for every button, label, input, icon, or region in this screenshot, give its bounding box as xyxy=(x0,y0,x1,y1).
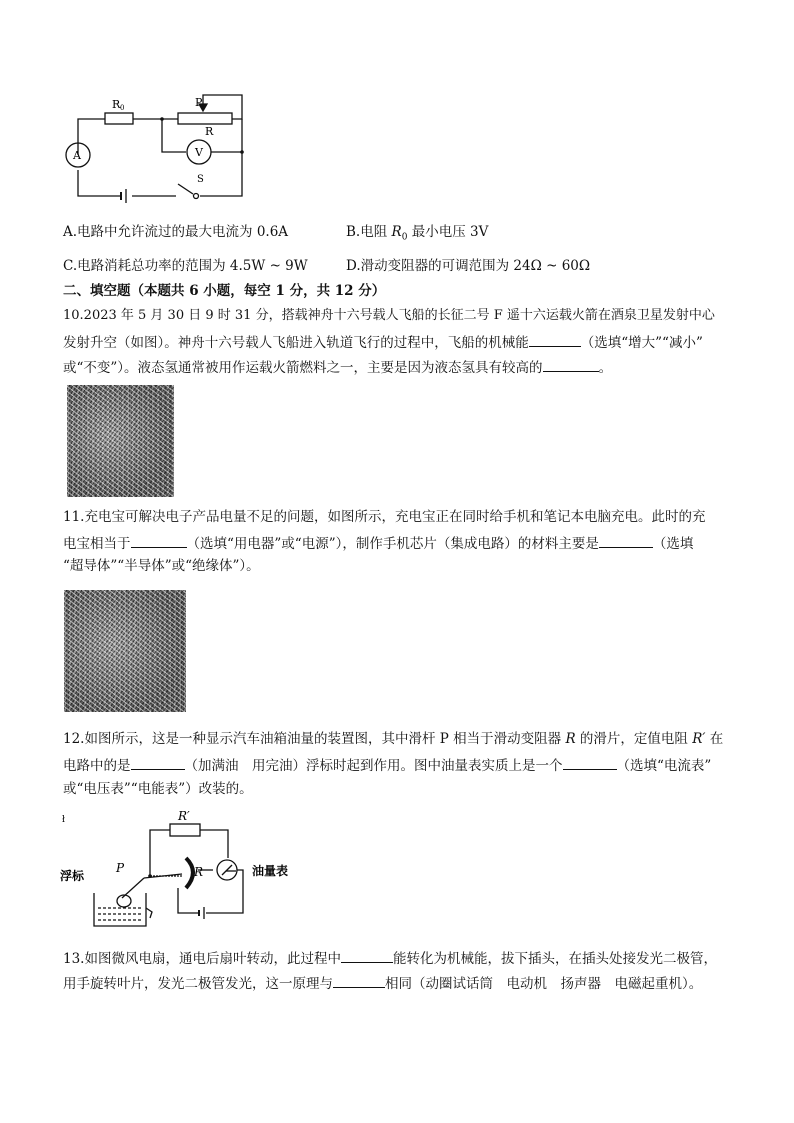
q12-line2 xyxy=(63,755,711,775)
option-b-post: 最小电压 3V xyxy=(407,224,489,240)
q11-line2 xyxy=(63,533,693,553)
q12-line1-text-a: 12.如图所示，这是一种显示汽车油箱油量的装置图，其中滑杆 P 相当于滑动变阻器 xyxy=(63,731,566,747)
r-label-2: R xyxy=(194,865,204,879)
p-label: P xyxy=(195,96,203,109)
q12-line2-text-a: 电路中的是 xyxy=(63,758,131,774)
q10-line3-text-b: 。 xyxy=(598,360,613,376)
power-bank-photo xyxy=(64,590,186,712)
q12-line2-text-c: （选填“电流表” xyxy=(616,758,712,774)
option-b xyxy=(346,223,488,247)
q11-line2-text-b: （选填“用电器”或“电源”），制作手机芯片（集成电路）的材料主要是 xyxy=(186,536,599,552)
fixed-resistor-r-prime xyxy=(170,824,200,836)
q13-line2-text-a: 用手旋转叶片，发光二极管发光，这一原理与 xyxy=(63,976,333,992)
float-label: 浮标 xyxy=(60,869,85,883)
q12-blank-2[interactable] xyxy=(563,755,617,770)
q13-line1-text-a: 13.如图微风电扇，通电后扇叶转动，此过程中 xyxy=(63,951,341,967)
q10-line2-text-a: 发射升空（如图）。神舟十六号载人飞船进入轨道飞行的过程中，飞船的机械能 xyxy=(63,335,529,351)
q10-line1: 10.2023 年 5 月 30 日 9 时 31 分，搭载神舟十六号载人飞船的长征二号 F 遥十六运载火箭在酒泉卫星发射中心 xyxy=(63,308,715,323)
r0-label: R xyxy=(112,98,121,111)
q12-line1-text-c: 在 xyxy=(705,731,724,747)
q12-line2-text-b: （加满油 用完油）浮标时起到作用。图中油量表实质上是一个 xyxy=(184,758,563,774)
option-c: C.电路消耗总功率的范围为 4.5W ~ 9W xyxy=(63,258,308,274)
rheostat-r xyxy=(178,113,232,124)
r-prime-label: R′ xyxy=(178,809,190,823)
q10-line2-text-b: （选填“增大”“减小” xyxy=(580,335,703,351)
q13-blank-1[interactable] xyxy=(341,948,393,963)
q13-line2-text-b: 相同（动圈试话筒 电动机 扬声器 电磁起重机）。 xyxy=(385,976,703,992)
a-label: A xyxy=(73,149,81,162)
q13-blank-2[interactable] xyxy=(333,973,385,988)
r0-resistor xyxy=(105,113,133,124)
p-label-2: P xyxy=(116,861,125,875)
fuel-gauge-diagram xyxy=(58,808,298,933)
q10-line3 xyxy=(63,357,612,377)
q10-blank-2[interactable] xyxy=(543,357,599,372)
q10-blank-1[interactable] xyxy=(529,332,581,347)
q12-line3: 或“电压表”“电能表”）改装的。 xyxy=(63,781,253,797)
r0-sub: 0 xyxy=(120,104,125,112)
q12-blank-1[interactable] xyxy=(131,755,185,770)
section-title: 二、填空题（本题共 6 小题，每空 1 分，共 12 分） xyxy=(63,283,386,299)
rocket-launch-photo xyxy=(67,385,174,497)
q11-line2-text-c: （选填 xyxy=(652,536,694,552)
option-b-pre: B.电阻 xyxy=(346,224,392,240)
q12-line1-r: R xyxy=(565,731,576,747)
q10-line2 xyxy=(63,332,703,352)
option-d: D.滑动变阻器的可调范围为 24Ω ~ 60Ω xyxy=(346,258,591,274)
q12-line1-text-b: 的滑片，定值电阻 xyxy=(575,731,693,747)
q12-line1 xyxy=(63,730,723,748)
q12-line1-rp: R′ xyxy=(692,731,706,747)
gauge-label: 油量表 xyxy=(252,864,289,878)
q13-line1 xyxy=(63,948,717,968)
stray-mark: ł xyxy=(62,815,65,825)
q10-line3-text-a: 或“不变”）。液态氢通常被用作运载火箭燃料之一，主要是因为液态氢具有较高的 xyxy=(63,360,543,376)
option-b-r: R xyxy=(391,224,402,240)
q13-line1-text-b: 能转化为机械能，拔下插头，在插头处接发光二极管， xyxy=(392,951,717,967)
r-label: R xyxy=(205,125,214,138)
q11-line2-text-a: 电宝相当于 xyxy=(63,536,131,552)
v-label: V xyxy=(195,146,203,159)
q11-line1: 11.充电宝可解决电子产品电量不足的问题，如图所示，充电宝正在同时给手机和笔记本电脑充电。此时的充 xyxy=(63,509,706,525)
q11-blank-1[interactable] xyxy=(131,533,187,548)
circuit-diagram-1 xyxy=(60,92,260,207)
q11-line3: “超导体”“半导体”或“绝缘体”）。 xyxy=(63,558,260,574)
option-a: A.电路中允许流过的最大电流为 0.6A xyxy=(63,224,289,240)
q13-line2 xyxy=(63,973,702,993)
s-label: S xyxy=(197,174,204,185)
q11-blank-2[interactable] xyxy=(599,533,653,548)
option-b-sub: 0 xyxy=(401,232,408,243)
